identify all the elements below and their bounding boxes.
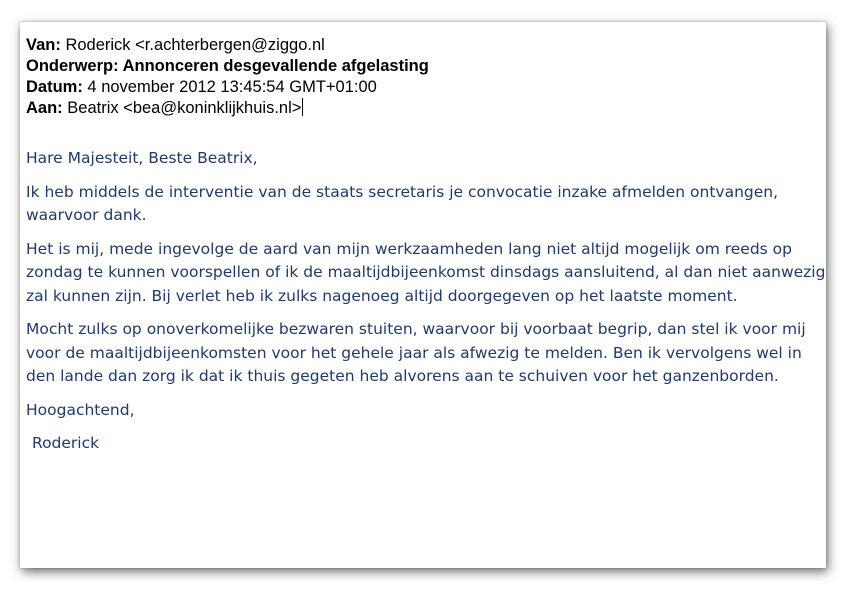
email-headers [26, 35, 429, 119]
body-paragraph-1: Ik heb middels de interventie van de staats secretaris je convocatie inzake afmelden ontvangen, waarvoor dank. [26, 182, 779, 224]
header-to [26, 98, 429, 119]
header-from-label: Van: [26, 36, 61, 54]
header-date [26, 77, 429, 98]
text-cursor [302, 98, 303, 116]
body-paragraph-3: Mocht zulks op onoverkomelijke bezwaren stuiten, waarvoor bij voorbaat begrip, dan stel ik voor mij voor de maaltijdbijeenkomsten voor het gehele jaar als afwezig te melden. Ben ik vervolgens wel in den lande dan zorg ik dat ik thuis gegeten heb alvorens aan te schuiven voor het ganzenborden. [26, 320, 806, 385]
header-subject-label: Onderwerp: [26, 57, 119, 75]
signature: Roderick [32, 434, 100, 452]
header-from [26, 35, 429, 56]
header-date-label: Datum: [26, 78, 83, 96]
header-to-label: Aan: [26, 99, 63, 117]
email-message [20, 22, 826, 568]
closing: Hoogachtend, [26, 400, 135, 419]
header-subject-value: Annonceren desgevallende afgelasting [118, 57, 429, 75]
header-subject [26, 56, 429, 77]
body-paragraph-2: Het is mij, mede ingevolge de aard van mijn werkzaamheden lang niet altijd mogelijk om reeds op zondag te kunnen voorspellen of ik de maaltijdbijeenkomst dinsdags aansluitend, al dan niet aanwezig zal kunnen zijn. Bij verlet heb ik zulks nagenoeg altijd doorgegeven op het laatste moment. [26, 239, 826, 305]
greeting: Hare Majesteit, Beste Beatrix, [26, 149, 258, 167]
header-from-value: Roderick <r.achterbergen@ziggo.nl [60, 36, 325, 54]
header-date-value: 4 november 2012 13:45:54 GMT+01:00 [82, 78, 377, 96]
header-to-value: Beatrix <bea@koninklijkhuis.nl> [62, 99, 302, 117]
email-body [26, 147, 826, 466]
